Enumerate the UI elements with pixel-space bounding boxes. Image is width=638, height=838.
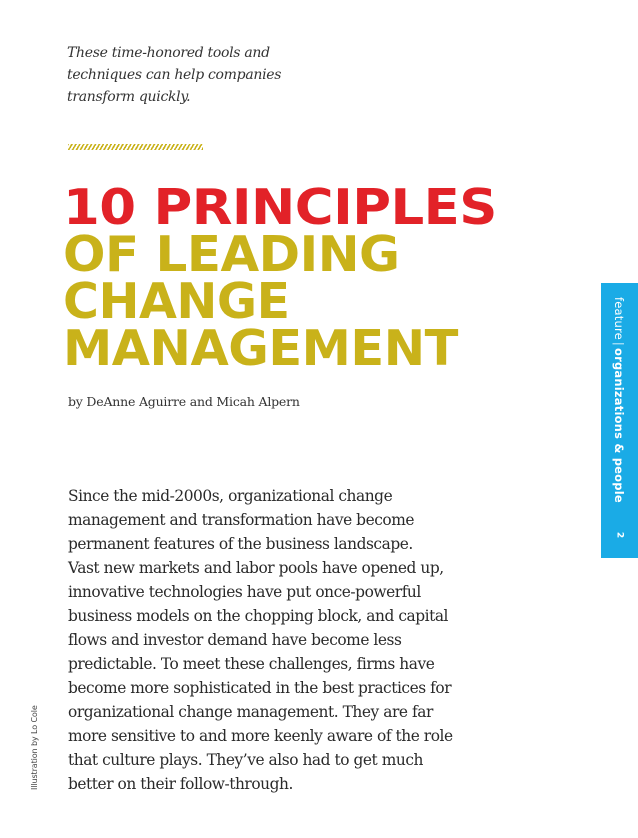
- section-side-tab: [601, 283, 638, 558]
- body-line: management and transformation have become: [68, 511, 415, 529]
- body-line: innovative technologies have put once-powerful: [68, 583, 421, 601]
- section-separator: |: [612, 341, 626, 346]
- body-line: permanent features of the business landscape.: [68, 535, 413, 553]
- body-line: that culture plays. They’ve also had to get much: [68, 751, 423, 769]
- body-line: Vast new markets and labor pools have opened up,: [68, 559, 444, 577]
- title-line-4: MANAGEMENT: [63, 320, 458, 377]
- body-line: flows and investor demand have become less: [68, 631, 402, 649]
- body-line: more sensitive to and more keenly aware of the role: [68, 727, 453, 745]
- section-name: feature: [612, 297, 626, 340]
- deck-line: These time-honored tools and: [67, 45, 270, 61]
- body-line: better on their follow-through.: [68, 775, 293, 793]
- deck-line: transform quickly.: [67, 89, 191, 105]
- decorative-hatch-rule: [68, 144, 203, 150]
- title-line-2: OF LEADING: [63, 226, 400, 283]
- section-label: [612, 297, 626, 503]
- deck-line: techniques can help companies: [67, 67, 282, 83]
- byline: by DeAnne Aguirre and Micah Alpern: [68, 394, 300, 409]
- deck-intro: [67, 42, 337, 108]
- page-number: 2: [614, 531, 625, 539]
- title-line-1: 10 PRINCIPLES: [63, 179, 497, 236]
- article-title: [63, 179, 497, 377]
- body-line: Since the mid-2000s, organizational change: [68, 487, 393, 505]
- illustration-credit: Illustration by Lo Cole: [30, 705, 39, 790]
- article-body: [68, 484, 460, 796]
- body-line: organizational change management. They are far: [68, 703, 433, 721]
- body-line: become more sophisticated in the best practices for: [68, 679, 452, 697]
- title-line-3: CHANGE: [63, 273, 290, 330]
- body-line: business models on the chopping block, and capital: [68, 607, 449, 625]
- section-topic: organizations & people: [612, 348, 626, 503]
- body-line: predictable. To meet these challenges, firms have: [68, 655, 435, 673]
